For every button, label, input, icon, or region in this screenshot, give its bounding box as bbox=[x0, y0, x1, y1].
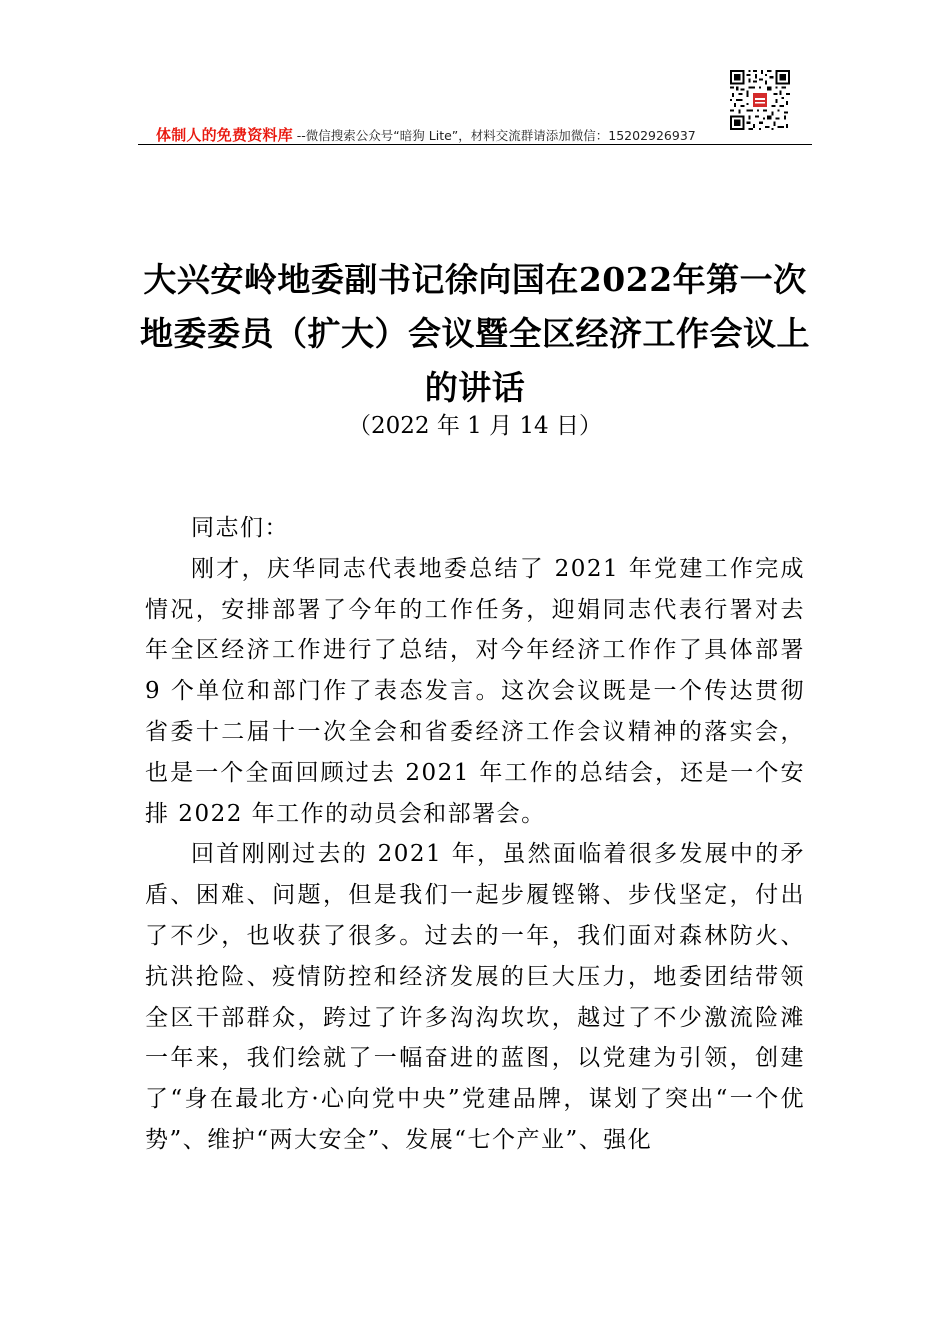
header-banner bbox=[156, 124, 696, 145]
body-paragraph: 回首刚刚过去的 2021 年，虽然面临着很多发展中的矛盾、困难、问题，但是我们一起步履铿锵、步伐坚定，付出了不少，也收获了很多。过去的一年，我们面对森林防火、抗洪抢险、疫情防控和经济发展的巨大压力，地委团结带领全区干部群众，跨过了许多沟沟坎坎，越过了不少激流险滩一年来，我们绘就了一幅奋进的蓝图，以党建为引领，创建了“身在最北方·心向党中央”党建品牌，谋划了突出“一个优势”、维护“两大安全”、发展“七个产业”、强化 bbox=[145, 841, 805, 1153]
brand-name: 体制人的免费资料库 bbox=[156, 126, 293, 144]
salutation: 同志们： bbox=[191, 515, 289, 541]
page-header bbox=[138, 70, 812, 146]
body-paragraph: 刚才，庆华同志代表地委总结了 2021 年党建工作完成情况，安排部署了今年的工作任务，迎娟同志代表行署对去年全区经济工作进行了总结，对今年经济工作作了具体部署 9 个单位和部门作了表态发言。这次会议既是一个传达贯彻省委十二届十一次全会和省委经济工作会议精神的落实会，也是一个全面回顾过去 2021 年工作的总结会，还是一个安排 2022 年工作的动员会和部署会。 bbox=[145, 555, 805, 827]
document-date: （2022 年 1 月 14 日） bbox=[348, 413, 602, 439]
document-body bbox=[145, 508, 805, 1161]
qr-code bbox=[730, 70, 790, 130]
document-title: 大兴安岭地委副书记徐向国在2022年第一次地委委员（扩大）会议暨全区经济工作会议上的讲话 bbox=[140, 260, 810, 407]
header-slogan: --微信搜索公众号“暗狗 Lite”，材料交流群请添加微信：15202926937 bbox=[292, 128, 696, 143]
header-divider bbox=[138, 144, 812, 145]
